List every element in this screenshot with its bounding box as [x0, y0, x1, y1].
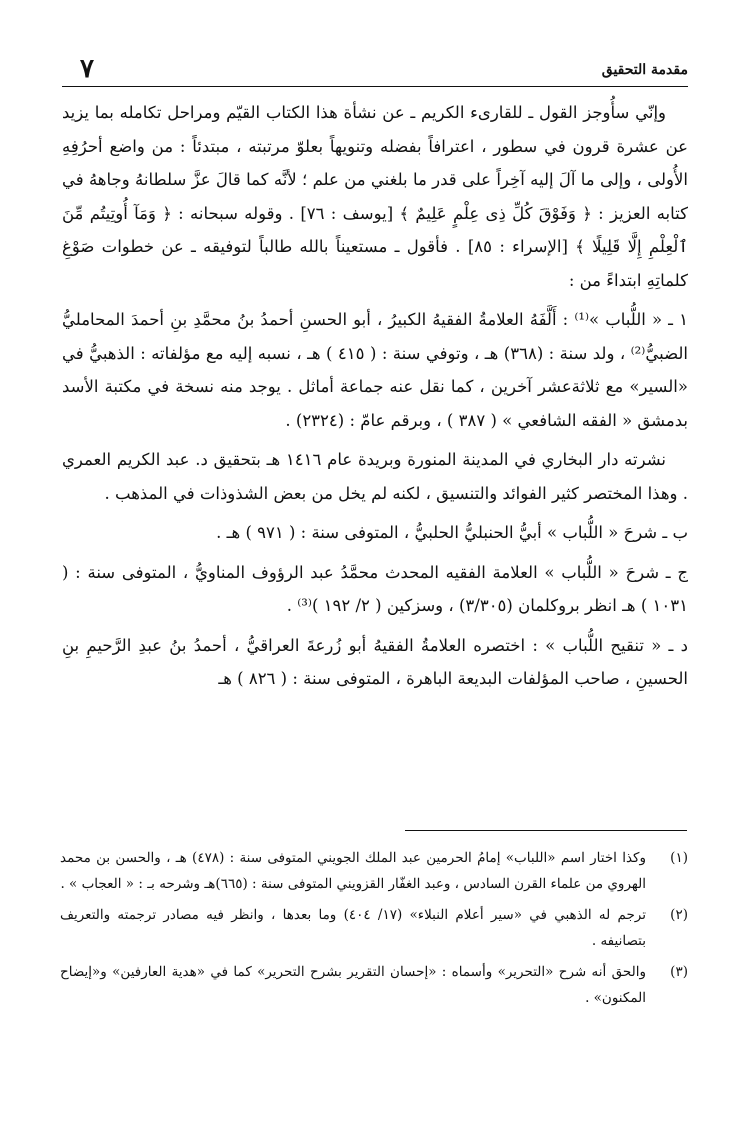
item-b: ب ـ شرحَ « اللُّباب » أبيُّ الحنبليُّ الحلبيُّ ، المتوفى سنة : ( ٩٧١ ) هـ .: [216, 523, 688, 542]
footnote-number: (٣): [670, 964, 688, 980]
footnote: [60, 903, 688, 954]
footnote-text: ترجم له الذهبي في «سير أعلام النبلاء» (١٧/ ٤٠٤) وما بعدها ، وانظر فيه مصادر ترجمته والتعريف بتصانيفه .: [60, 907, 647, 949]
intro-paragraph: وإنّي سأُوجز القول ـ للقارىء الكريم ـ عن نشأة هذا الكتاب القيّم ومراحل تكامله بما يزيد عن عشرة قرون في سطور ، اعترافاً بفضله وتنويهاً بعلوّ مرتبته ، مبتدئاً : من واضع أحرُفِهِ الأُولى ، وإلى ما آلَ إليه آخِراً على قدر ما بلغني من علم ؛ لأنَّه كما قالَ عزَّ سلطانهُ وجاههُ في كتابه العزيز : ﴿ وَفَوْقَ كُلِّ ذِى عِلْمٍ عَلِيمٌ ﴾ [يوسف : ٧٦] . وقوله سبحانه : ﴿ وَمَآ أُوتِيتُم مِّنَ ٱلْعِلْمِ إِلَّا قَلِيلًا ﴾ [الإسراء : ٨٥] . فأقول ـ مستعيناً بالله طالباً لتوفيقه ـ عن خطوات صَوْغِ كلماتِهِ ابتداءً من :: [62, 103, 689, 290]
footnote: [60, 846, 688, 897]
running-title: مقدمة التحقيق: [601, 62, 688, 78]
item-lubab: ١ ـ « اللُّباب »⁽¹⁾ : أَلَّفَهُ العلامةُ الفقيهُ الكبيرُ ، أبو الحسنِ أحمدُ بنُ محمَّدِ بنِ أحمدَ المحامليُّ الضبيُّ⁽²⁾ ، ولد سنة : (٣٦٨) هـ ، وتوفي سنة : ( ٤١٥ ) هـ ، نسبه إليه مع مؤلفاته : الذهبيُّ في «السير» مع ثلاثةعشر آخرين ، كما نقل عنه جماعة أماثل . يوجد منه نسخة في مكتبة الأسد بدمشق « الفقه الشافعي » ( ٣٨٧ ) ، وبرقم عامّ : (٢٣٢٤) .: [62, 310, 688, 430]
page-number: ٧: [80, 54, 94, 84]
page-header: [62, 52, 688, 87]
footnote-separator: [405, 830, 687, 831]
footnote: [60, 960, 688, 1011]
footnote-number: (١): [670, 850, 688, 866]
footnote-number: (٢): [670, 907, 688, 923]
main-text: [62, 96, 688, 702]
footnote-text: وكذا اختار اسم «اللباب» إمامُ الحرمين عبد الملك الجويني المتوفى سنة : (٤٧٨) هـ ، والحسن بن محمد الهروي من علماء القرن السادس ، وعبد الغفّار القزويني المتوفى سنة : (٦٦٥)هـ وشرحه بـ : « العجاب » .: [60, 850, 646, 892]
item-c: ج ـ شرحَ « اللُّباب » العلامة الفقيه المحدث محمَّدُ عبد الرؤوف المناويُّ ، المتوفى سنة : ( ١٠٣١ ) هـ انظر بروكلمان (٣/٣٠٥) ، وسزكين ( ٢/ ١٩٢ )⁽³⁾ .: [62, 562, 688, 615]
footnote-text: والحق أنه شرح «التحرير» وأسماه : «إحسان التقرير بشرح التحرير» كما في «هدية العارفين» و«إيضاح المكنون» .: [60, 964, 646, 1006]
item-d: د ـ « تنقيح اللُّباب » : اختصره العلامةُ الفقيهُ أبو زُرعةَ العراقيُّ ، أحمدُ بنُ عبدِ الرَّحيمِ بنِ الحسينِ ، صاحب المؤلفات البديعة الباهرة ، المتوفى سنة : ( ٨٢٦ ) هـ: [62, 635, 688, 688]
publication-paragraph: نشرته دار البخاري في المدينة المنورة وبريدة عام ١٤١٦ هـ بتحقيق د. عبد الكريم العمري . وهذا المختصر كثير الفوائد والتنسيق ، لكنه لم يخل من بعض الشذوذات في المذهب .: [62, 450, 688, 503]
footnotes: [60, 846, 688, 1017]
